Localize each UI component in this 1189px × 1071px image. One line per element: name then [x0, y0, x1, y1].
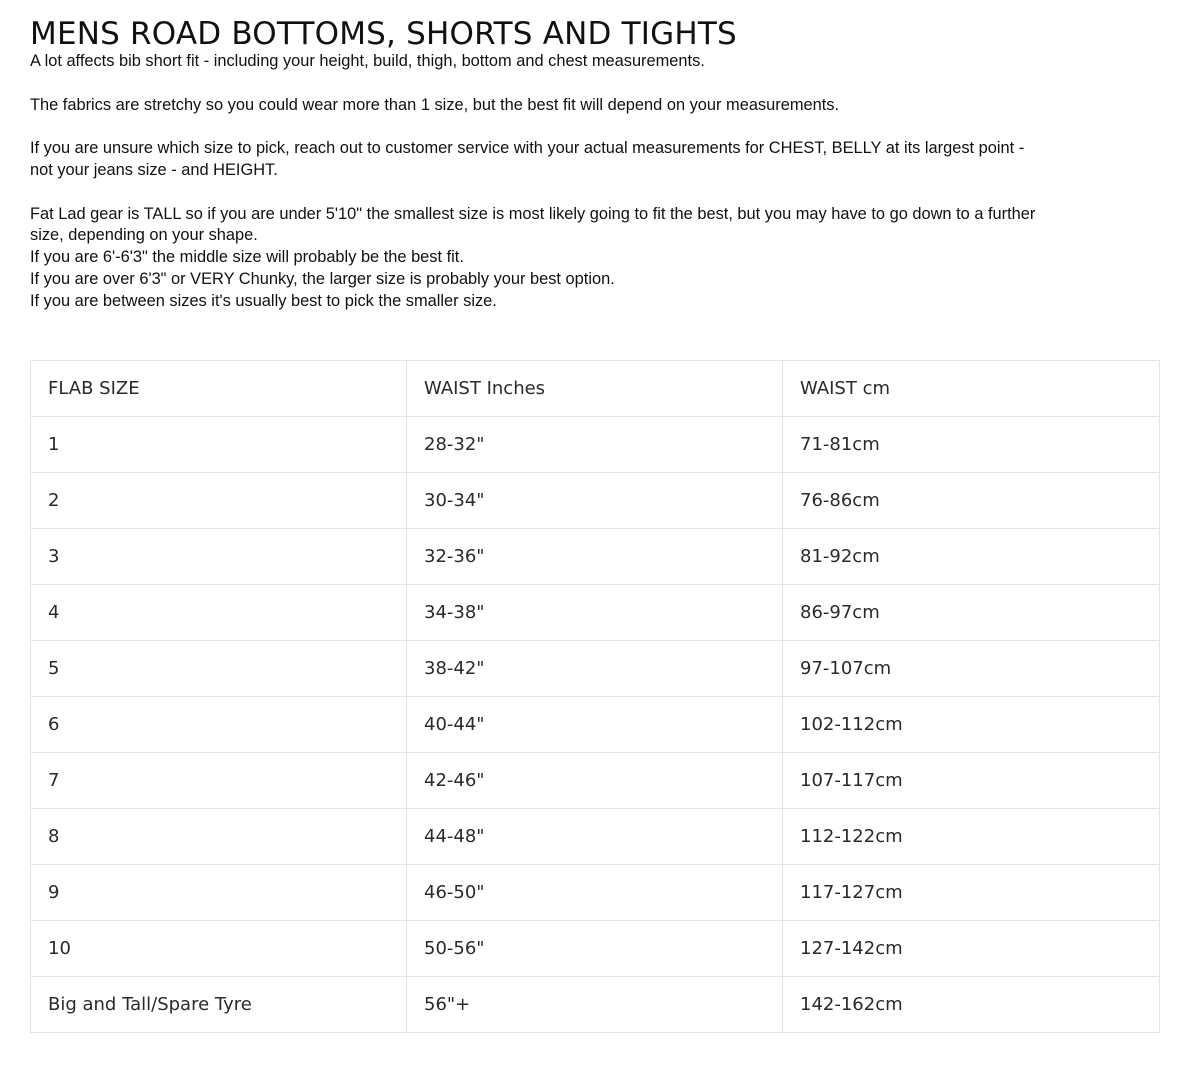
cell-waist-cm: 117-127cm — [783, 865, 1160, 921]
cell-flab-size: 6 — [31, 697, 407, 753]
cell-waist-cm: 127-142cm — [783, 921, 1160, 977]
table-header-row — [31, 361, 1160, 417]
header-waist-cm: WAIST cm — [783, 361, 1160, 417]
table-row — [31, 753, 1160, 809]
header-flab-size: FLAB SIZE — [31, 361, 407, 417]
table-row — [31, 585, 1160, 641]
cell-waist-cm: 71-81cm — [783, 417, 1160, 473]
intro-paragraph: The fabrics are stretchy so you could wear more than 1 size, but the best fit will depend on your measurements. — [30, 95, 840, 114]
cell-waist-cm: 112-122cm — [783, 809, 1160, 865]
intro-text — [30, 51, 1170, 313]
header-waist-inches: WAIST Inches — [407, 361, 783, 417]
table-row — [31, 865, 1160, 921]
cell-waist-cm: 81-92cm — [783, 529, 1160, 585]
intro-paragraph: A lot affects bib short fit - including your height, build, thigh, bottom and chest measurements. — [30, 52, 705, 70]
intro-paragraph: size, depending on your shape. — [30, 226, 258, 245]
cell-flab-size: 1 — [31, 417, 407, 473]
intro-paragraph: not your jeans size - and HEIGHT. — [30, 160, 278, 179]
intro-paragraph: If you are 6'-6'3" the middle size will probably be the best fit. — [30, 248, 464, 267]
cell-waist-cm: 86-97cm — [783, 585, 1160, 641]
cell-waist-cm: 102-112cm — [783, 697, 1160, 753]
table-row — [31, 809, 1160, 865]
cell-waist-inches: 44-48" — [407, 809, 783, 865]
table-row — [31, 473, 1160, 529]
cell-waist-cm: 97-107cm — [783, 641, 1160, 697]
cell-flab-size: 2 — [31, 473, 407, 529]
cell-waist-inches: 56"+ — [407, 977, 783, 1033]
cell-waist-inches: 40-44" — [407, 697, 783, 753]
table-row — [31, 697, 1160, 753]
intro-paragraph: If you are over 6'3" or VERY Chunky, the larger size is probably your best option. — [30, 269, 615, 288]
table-row — [31, 417, 1160, 473]
table-row — [31, 921, 1160, 977]
cell-waist-inches: 50-56" — [407, 921, 783, 977]
cell-waist-inches: 42-46" — [407, 753, 783, 809]
cell-flab-size: 4 — [31, 585, 407, 641]
cell-waist-inches: 30-34" — [407, 473, 783, 529]
cell-flab-size: Big and Tall/Spare Tyre — [31, 977, 407, 1033]
cell-waist-cm: 76-86cm — [783, 473, 1160, 529]
cell-flab-size: 5 — [31, 641, 407, 697]
intro-paragraph: If you are between sizes it's usually best to pick the smaller size. — [30, 291, 497, 310]
cell-waist-inches: 46-50" — [407, 865, 783, 921]
cell-waist-cm: 142-162cm — [783, 977, 1160, 1033]
cell-waist-inches: 34-38" — [407, 585, 783, 641]
cell-flab-size: 7 — [31, 753, 407, 809]
cell-waist-inches: 28-32" — [407, 417, 783, 473]
cell-waist-cm: 107-117cm — [783, 753, 1160, 809]
cell-waist-inches: 38-42" — [407, 641, 783, 697]
intro-paragraph: Fat Lad gear is TALL so if you are under 5'10" the smallest size is most likely going to fit the best, but you may have to go down to a further — [30, 204, 1036, 223]
page-title: MENS ROAD BOTTOMS, SHORTS AND TIGHTS — [30, 16, 737, 52]
cell-flab-size: 10 — [31, 921, 407, 977]
table-row — [31, 977, 1160, 1033]
table-row — [31, 529, 1160, 585]
cell-flab-size: 8 — [31, 809, 407, 865]
table-row — [31, 641, 1160, 697]
cell-waist-inches: 32-36" — [407, 529, 783, 585]
size-chart-table — [30, 360, 1160, 1033]
cell-flab-size: 3 — [31, 529, 407, 585]
intro-paragraph: If you are unsure which size to pick, reach out to customer service with your actual measurements for CHEST, BELLY at its largest point - — [30, 139, 1025, 158]
cell-flab-size: 9 — [31, 865, 407, 921]
